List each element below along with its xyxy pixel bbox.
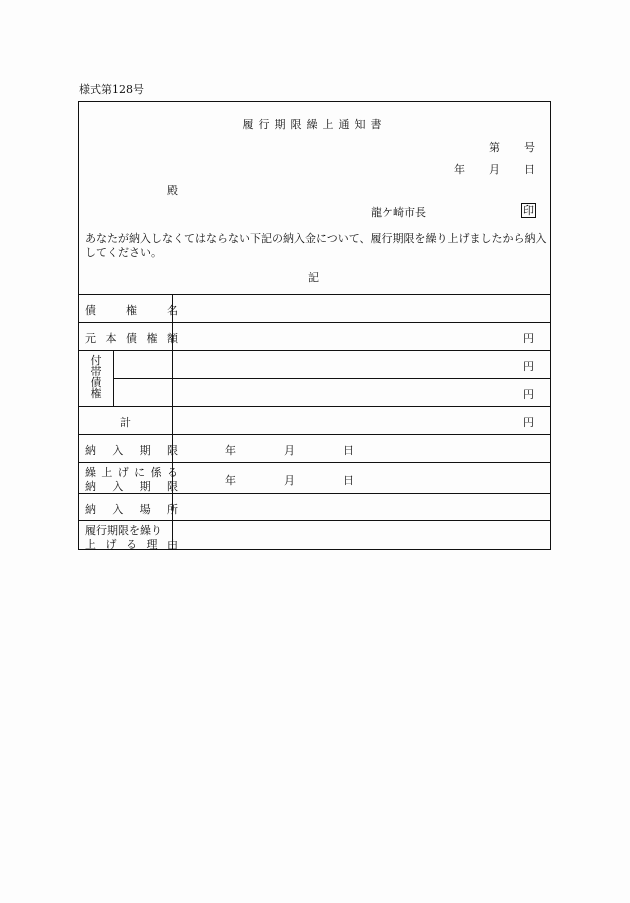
table-rule [79,350,550,351]
number-suffix: 号 [524,141,535,154]
due-date-label: 納 入 期 限 [85,444,178,457]
due-year: 年 [225,444,236,457]
table-rule [79,406,550,407]
total-yen: 円 [523,416,534,429]
table-rule [79,520,550,521]
incidental-yen-2: 円 [523,388,534,401]
due-day: 日 [343,444,354,457]
table-column-rule [113,350,114,406]
table-rule [79,322,550,323]
advanced-due-label-line2: 納 入 期 限 [85,480,178,493]
incidental-claims-label: 付 帯 債 権 [90,354,102,400]
date-year: 年 [454,163,465,176]
reason-label-line2: 上 げ る 理 由 [85,538,178,551]
table-rule [79,294,550,295]
due-month: 月 [284,444,295,457]
table-rule [79,462,550,463]
date-month: 月 [489,163,500,176]
seal-mark: 印 [523,204,534,217]
document-title: 履行期限繰上通知書 [242,118,387,131]
advanced-due-day: 日 [343,474,354,487]
table-rule [79,434,550,435]
total-label: 計 [120,416,131,429]
advanced-due-year: 年 [225,474,236,487]
table-rule [113,378,550,379]
reason-label-line1: 履行期限を繰り [85,524,162,537]
date-day: 日 [524,163,535,176]
sender-name: 龍ケ崎市長 [371,206,426,219]
principal-yen: 円 [523,332,534,345]
row-claim-name-label: 債 権 名 [85,304,178,317]
payment-place-label: 納 入 場 所 [85,503,178,516]
row-principal-label: 元 本 債 権 額 [85,332,178,345]
notice-text: あなたが納入しなくてはならない下記の納入金について、履行期限を繰り上げましたから納入してください。 [85,232,547,259]
number-prefix: 第 [489,141,500,154]
addressee-suffix: 殿 [167,184,178,197]
incidental-yen-1: 円 [523,360,534,373]
notice-form [78,101,551,550]
ki-mark: 記 [308,271,319,284]
form-number: 様式第128号 [79,83,144,96]
advanced-due-month: 月 [284,474,295,487]
advanced-due-label-line1: 繰 上 げ に 係 る [85,466,178,479]
